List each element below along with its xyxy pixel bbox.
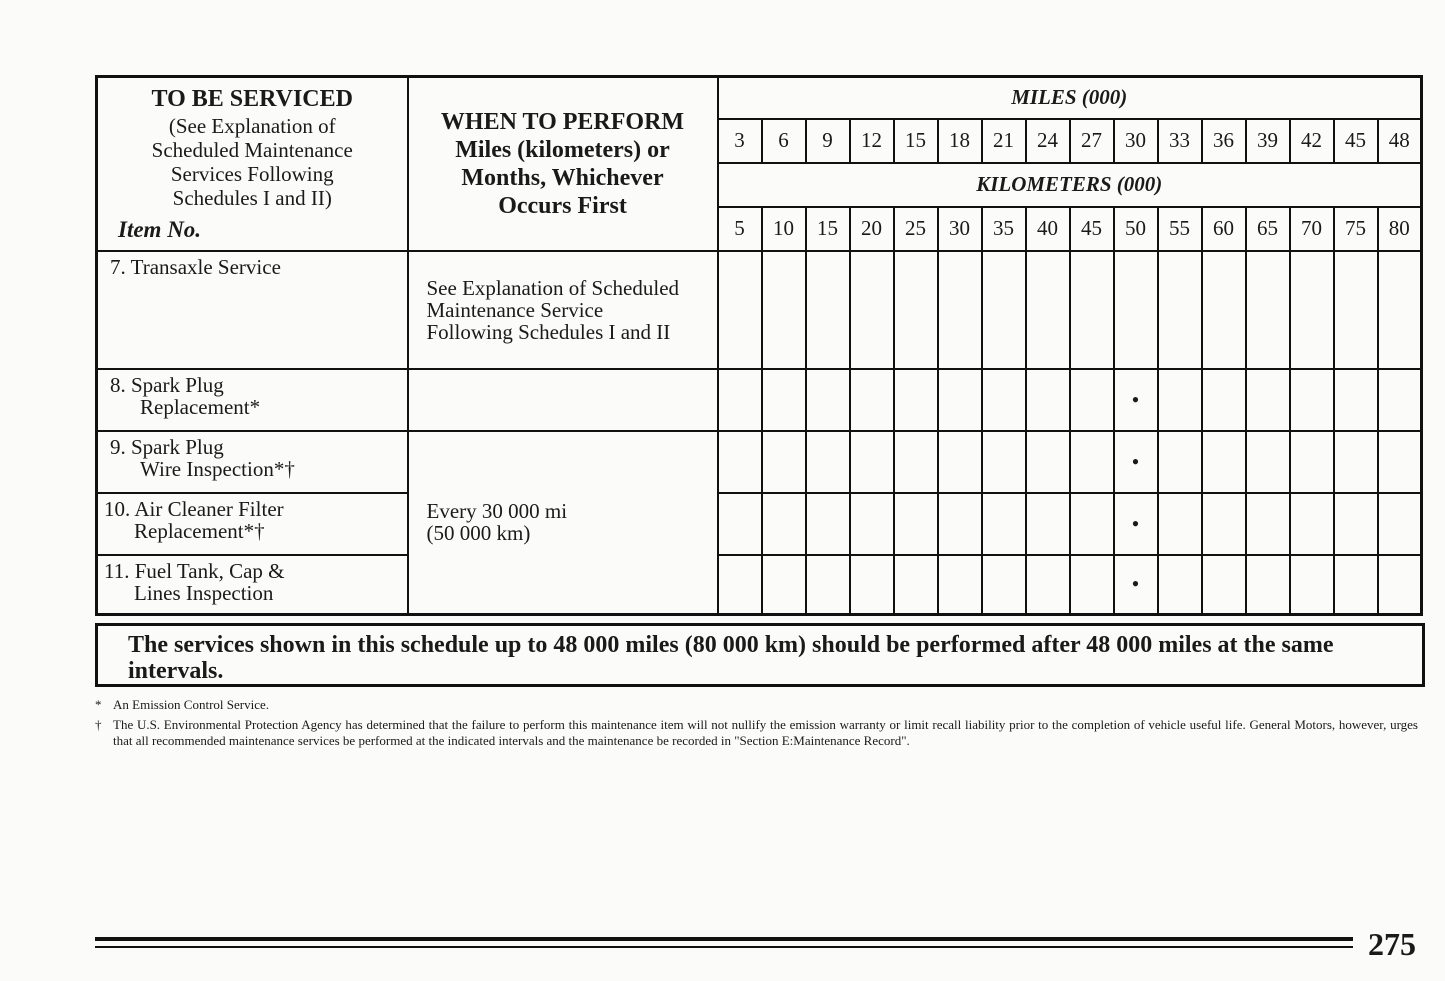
see-explanation-line: Scheduled Maintenance: [151, 138, 353, 162]
when-cell: [408, 369, 718, 431]
to-be-serviced-header: [97, 77, 408, 251]
miles-band: MILES (000): [718, 77, 1422, 119]
miles-interval: 6: [762, 119, 806, 163]
maintenance-schedule-table: [95, 75, 1423, 616]
when-line: Months, Whichever: [461, 164, 664, 191]
when-text: Every 30 000 mi: [426, 499, 568, 524]
interval-note-text: The services shown in this schedule up to 48 000 miles (80 000 km) should be performed after 48 000 miles at the same intervals.: [128, 632, 1334, 684]
km-interval: 45: [1070, 207, 1114, 251]
km-interval: 75: [1334, 207, 1378, 251]
schedule-row-8: [97, 369, 1422, 431]
km-interval: 70: [1290, 207, 1334, 251]
km-interval: 20: [850, 207, 894, 251]
item-cell: [97, 555, 408, 615]
miles-interval: 48: [1378, 119, 1422, 163]
footnote-symbol: *: [95, 697, 102, 712]
see-explanation-line: (See Explanation of: [168, 114, 336, 138]
item-label: 10. Air Cleaner Filter: [104, 496, 284, 521]
service-dot: •: [1114, 369, 1158, 431]
schedule-row-11: [97, 555, 1422, 615]
miles-interval: 12: [850, 119, 894, 163]
miles-interval: 45: [1334, 119, 1378, 163]
see-explanation-line: Services Following: [170, 162, 334, 186]
km-interval: 40: [1026, 207, 1070, 251]
service-dot: •: [1114, 555, 1158, 615]
km-interval: 35: [982, 207, 1026, 251]
item-label: Lines Inspection: [134, 580, 274, 605]
see-explanation-line: Schedules I and II): [172, 186, 332, 210]
km-interval: 80: [1378, 207, 1422, 251]
miles-interval: 39: [1246, 119, 1290, 163]
miles-interval: 24: [1026, 119, 1070, 163]
item-label: 7. Transaxle Service: [110, 254, 281, 279]
miles-interval: 27: [1070, 119, 1114, 163]
km-interval: 60: [1202, 207, 1246, 251]
interval-note-box: [95, 623, 1425, 687]
miles-interval: 42: [1290, 119, 1334, 163]
when-text: See Explanation of Scheduled: [426, 275, 680, 300]
item-label: Replacement*: [140, 394, 261, 419]
service-dot: •: [1114, 431, 1158, 493]
when-cell: [408, 251, 718, 369]
km-interval: 55: [1158, 207, 1202, 251]
miles-interval: 21: [982, 119, 1026, 163]
when-line: Miles (kilometers) or: [455, 136, 670, 163]
shared-when-cell: [408, 431, 718, 615]
km-interval: 15: [806, 207, 850, 251]
schedule-row-7: [97, 251, 1422, 369]
item-cell: [97, 431, 408, 493]
item-cell: [97, 493, 408, 555]
miles-interval: 30: [1114, 119, 1158, 163]
item-label: 9. Spark Plug: [110, 434, 224, 459]
when-to-perform-header: [408, 77, 718, 251]
to-be-serviced-title: TO BE SERVICED: [151, 86, 353, 112]
when-line: WHEN TO PERFORM: [440, 108, 685, 135]
footnote-text: An Emission Control Service.: [113, 697, 269, 712]
footer-rule-thin: [95, 946, 1353, 948]
miles-interval: 36: [1202, 119, 1246, 163]
service-dot: •: [1114, 493, 1158, 555]
item-label: 11. Fuel Tank, Cap &: [104, 558, 285, 583]
footnote-emission: [95, 697, 269, 713]
footnote-text: The U.S. Environmental Protection Agency has determined that the failure to perform this maintenance item will not nullify the emission warranty or limit recall liability prior to the completion of vehicle useful life. General Motors, however, urges that all recommended maintenance services be performed at the indicated intervals and the maintenance be recorded in "Section E:Maintenance Record".: [113, 717, 1418, 748]
when-text: (50 000 km): [426, 521, 531, 546]
km-interval: 5: [718, 207, 762, 251]
km-interval: 65: [1246, 207, 1290, 251]
miles-interval: 18: [938, 119, 982, 163]
item-cell: [97, 369, 408, 431]
footer-rule: [95, 937, 1353, 941]
item-label: Wire Inspection*†: [140, 456, 295, 481]
item-cell: [97, 251, 408, 369]
km-interval: 25: [894, 207, 938, 251]
km-interval: 10: [762, 207, 806, 251]
kilometers-band: KILOMETERS (000): [718, 163, 1422, 207]
km-interval: 30: [938, 207, 982, 251]
schedule-row-9: [97, 431, 1422, 493]
item-no-label: Item No.: [118, 217, 202, 242]
miles-interval: 33: [1158, 119, 1202, 163]
footnote-symbol: †: [95, 717, 102, 732]
schedule-row-10: [97, 493, 1422, 555]
when-line: Occurs First: [498, 192, 627, 219]
miles-interval: 9: [806, 119, 850, 163]
miles-interval: 3: [718, 119, 762, 163]
page-number: 275: [1368, 926, 1416, 962]
item-label: 8. Spark Plug: [110, 372, 224, 397]
miles-interval: 15: [894, 119, 938, 163]
footnote-epa: [95, 717, 1421, 749]
item-label: Replacement*†: [134, 518, 265, 543]
when-text: Maintenance Service: [426, 297, 604, 322]
km-interval: 50: [1114, 207, 1158, 251]
when-text: Following Schedules I and II: [426, 319, 671, 344]
